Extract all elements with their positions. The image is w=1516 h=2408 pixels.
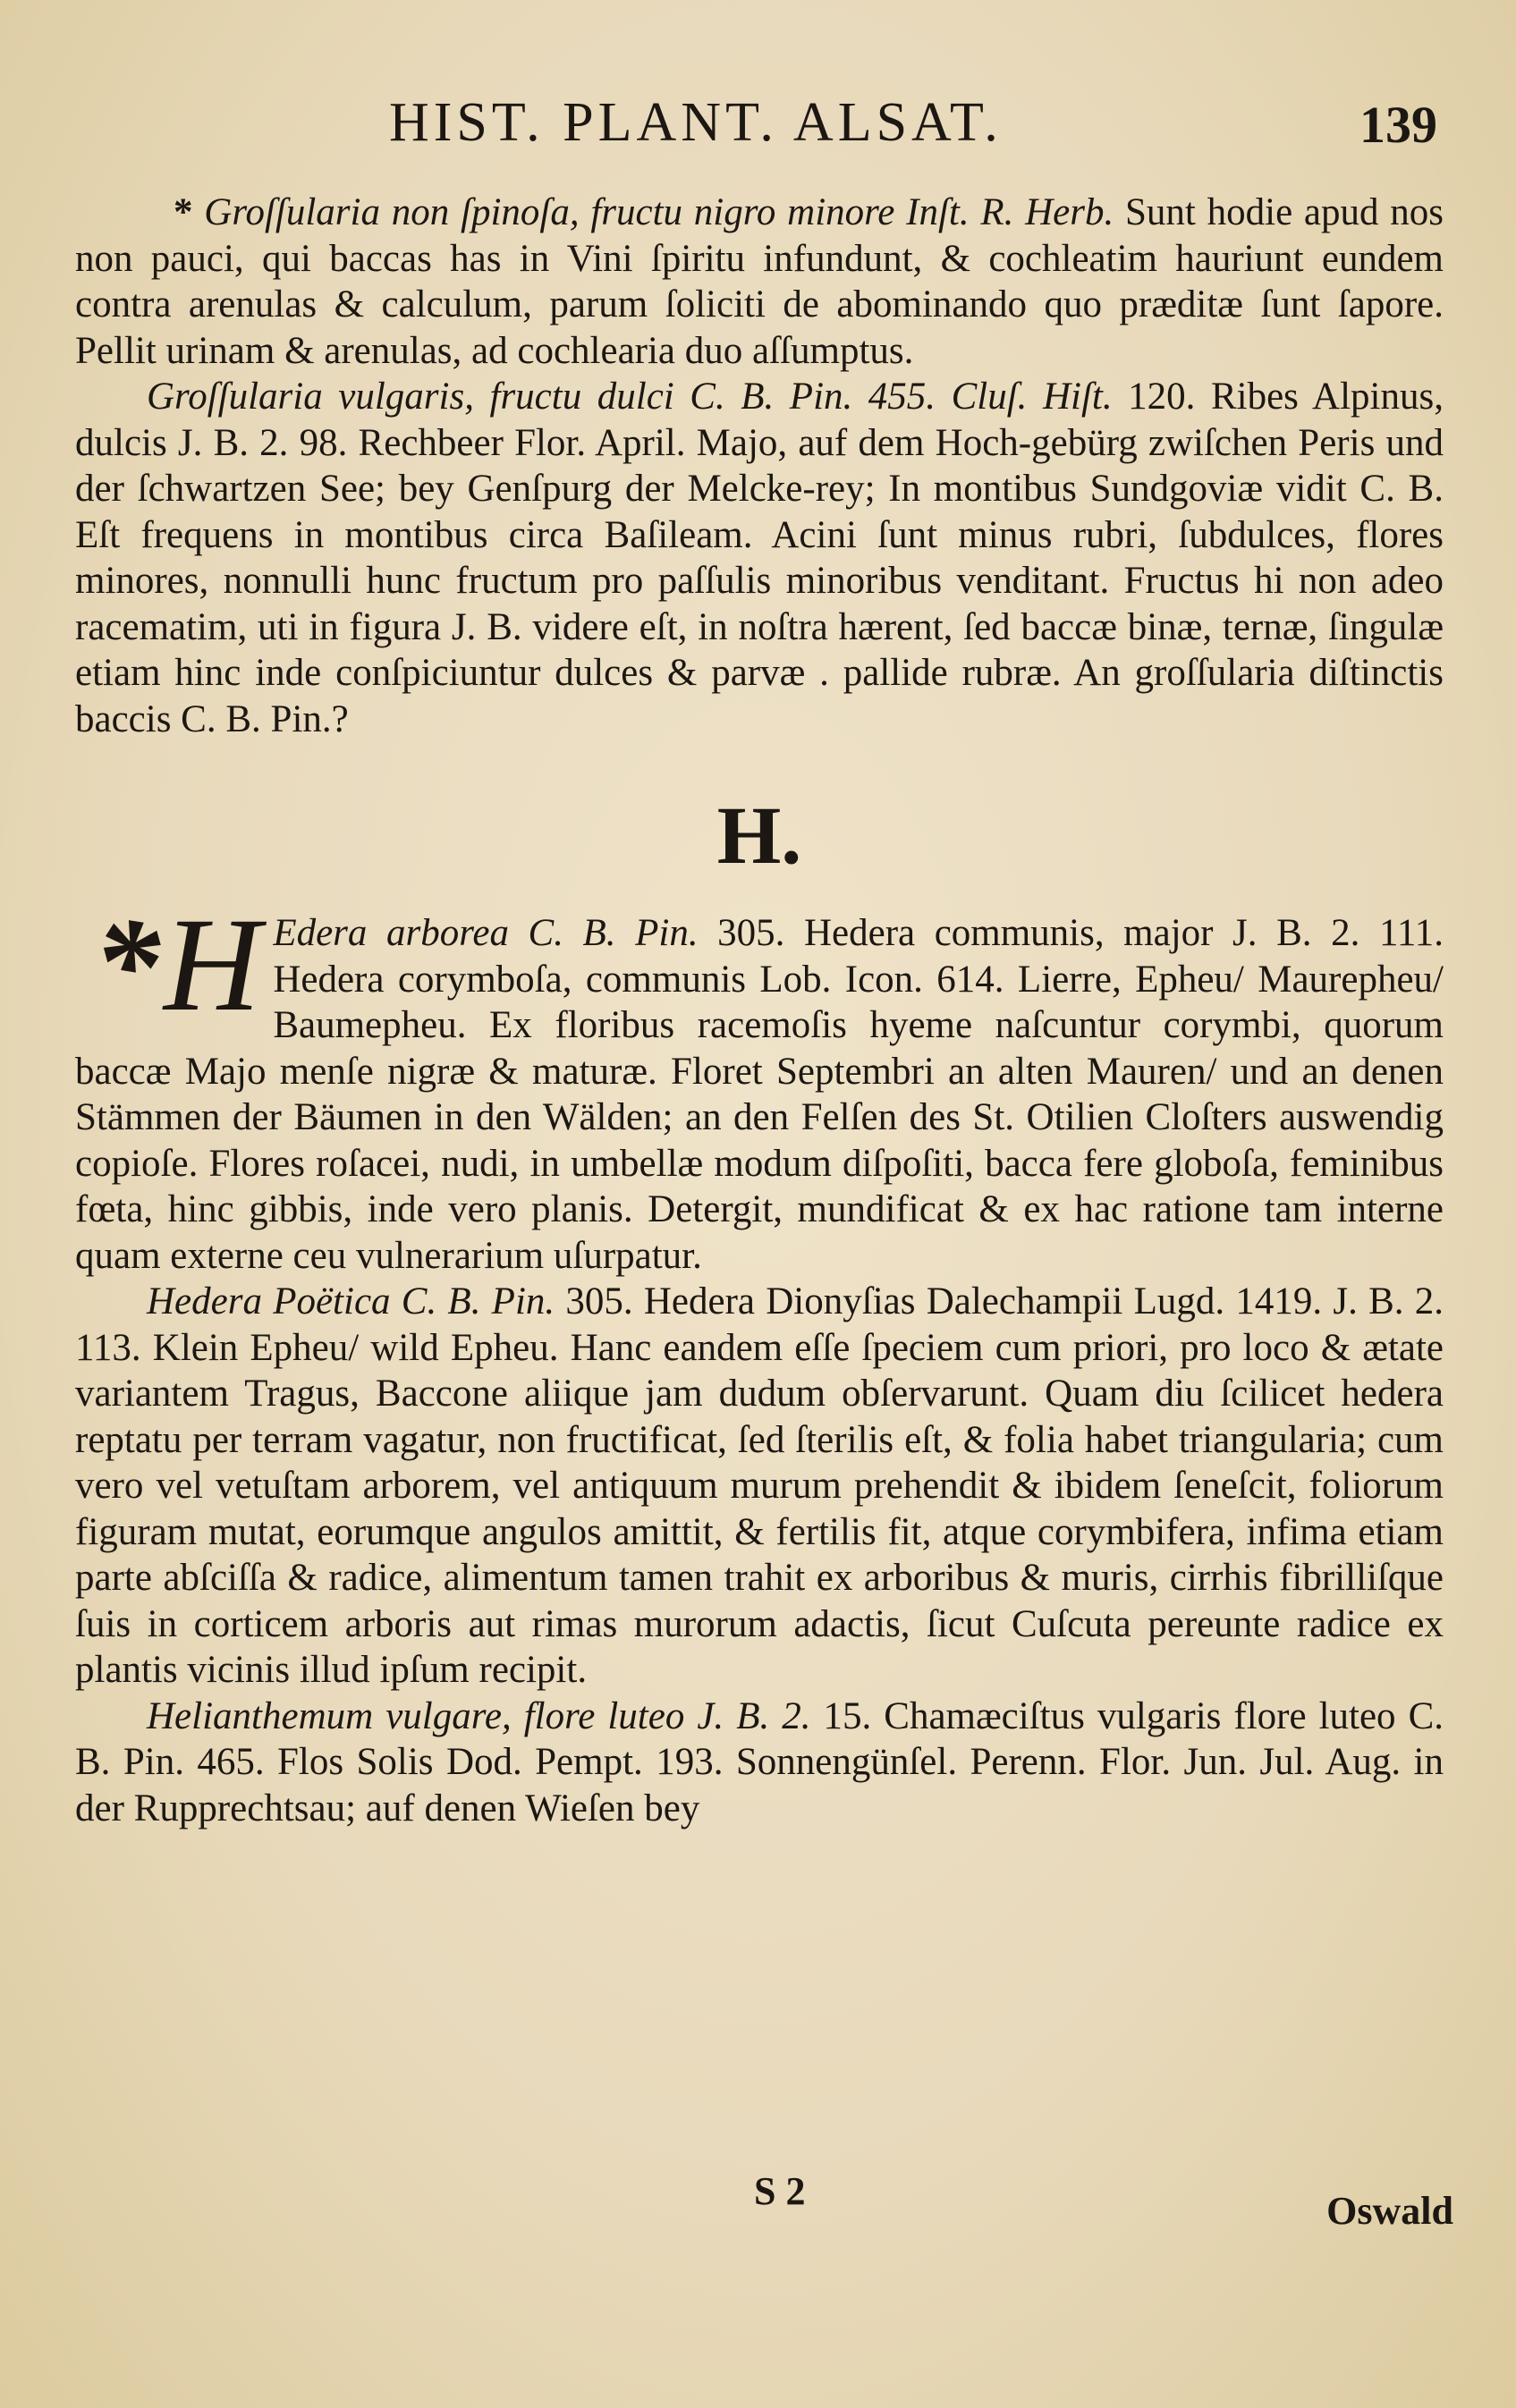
entry-text: 120. Ribes Alpinus, dulcis J. B. 2. 98. Rechbeer Flor. April. Majo, auf dem Hoch-gebürg zwiſchen Peris und der ſchwartzen See; bey Genſpurg der Melcke-rey; In montibus Sundgoviæ vidit C. B. Eſt frequens in montibus circa Baſileam. Acini ſunt minus rubri, ſubdulces, flores minores, nonnulli hunc fructum pro paſſulis minoribus venditant. Fructus hi non adeo racematim, uti in figura J. B. videre eſt, in noſtra hærent, ſed baccæ binæ, ternæ, ſingulæ etiam hinc inde conſpiciuntur dulces & parvæ . pallide rubræ. An groſſularia diſtinctis baccis C. B. Pin.? bbox=[75, 376, 1444, 740]
entry-lemma: Hedera Poëtica C. B. Pin. bbox=[147, 1280, 555, 1322]
entry-helianthemum bbox=[75, 1694, 1444, 1832]
entry-grossularia-non-spinosa bbox=[75, 190, 1444, 374]
entry-hedera-poetica bbox=[75, 1279, 1444, 1694]
entry-text: Sunt hodie apud nos non pauci, qui baccas has in Vini ſpiritu infundunt, & cochleatim hauriunt eundem contra arenulas & calculum, parum ſoliciti de abominando quo præditæ ſunt ſapore. Pellit urinam & arenulas, ad cochlearia duo aſſumptus. bbox=[75, 191, 1444, 372]
page-footer bbox=[0, 2168, 1516, 2233]
drop-initial bbox=[93, 891, 261, 1039]
entry-text: 305. Hedera communis, major J. B. 2. 111. Hedera corymboſa, communis Lob. Icon. 614. Lierre, Epheu/ Maurepheu/ Baumepheu. Ex floribus racemoſis hyeme naſcuntur corymbi, quorum baccæ Majo menſe nigræ & maturæ. Floret Septembri an alten Mauren/ und an denen Stämmen der Bäumen in den Wälden; an den Felſen des St. Otilien Cloſters auswendig copioſe. Flores roſacei, nudi, in umbellæ modum diſpoſiti, bacca fere globoſa, feminibus fœta, hinc gibbis, inde vero planis. Detergit, mundificat & ex hac ratione tam interne quam externe ceu vulnerarium uſurpatur. bbox=[75, 912, 1444, 1277]
section-heading: H. bbox=[716, 790, 802, 881]
entry-grossularia-vulgaris bbox=[75, 374, 1444, 742]
page-number: 139 bbox=[1359, 96, 1437, 154]
asterisk-mark: * bbox=[174, 191, 193, 233]
initial-letter: H bbox=[164, 891, 261, 1039]
entry-hedera-arborea bbox=[75, 891, 1444, 1279]
entry-lemma: Groſſularia non ſpinoſa, fructu nigro minore Inſt. R. Herb. bbox=[204, 191, 1114, 233]
catchword: Oswald bbox=[1326, 2189, 1453, 2233]
running-head: HIST. PLANT. ALSAT. bbox=[389, 92, 1003, 153]
entry-lemma: Edera arborea C. B. Pin. bbox=[273, 912, 699, 954]
page-header bbox=[0, 91, 1516, 163]
entry-lemma: Groſſularia vulgaris, fructu dulci C. B. Pin. 455. Cluſ. Hiſt. bbox=[147, 376, 1113, 418]
entry-text: 305. Hedera Dionyſias Dalechampii Lugd. 1419. J. B. 2. 113. Klein Epheu/ wild Epheu. Hanc eandem eſſe ſpeciem cum priori, pro loco & ætate variantem Tragus, Baccone aliique jam dudum obſervarunt. Quam diu ſcilicet hedera reptatu per terram vagatur, non fructificat, ſed ſterilis eſt, & folia habet triangularia; cum vero vel vetuſtam arborem, vel antiquum murum prehendit & ibidem ſeneſcit, foliorum figuram mutat, eorumque angulos amittit, & fertilis fit, atque corymbifera, infima etiam parte abſciſſa & radice, alimentum tamen trahit ex arboribus & muris, cirrhis fibrilliſque ſuis in corticem arboris aut rimas murorum adactis, ſicut Cuſcuta pereunte radice ex plantis vicinis illud ipſum recipit. bbox=[75, 1280, 1444, 1691]
entry-text: 15. Chamæciſtus vulgaris flore luteo C. B. Pin. 465. Flos Solis Dod. Pempt. 193. Sonnengünſel. Perenn. Flor. Jun. Jul. Aug. in der Rupprechtsau; auf denen Wieſen bey bbox=[75, 1694, 1444, 1829]
page-body bbox=[75, 190, 1444, 1831]
entry-lemma: Helianthemum vulgare, flore luteo J. B. 2. bbox=[147, 1694, 811, 1737]
asterisk-mark: * bbox=[93, 891, 160, 1039]
signature-mark: S 2 bbox=[754, 2169, 806, 2213]
